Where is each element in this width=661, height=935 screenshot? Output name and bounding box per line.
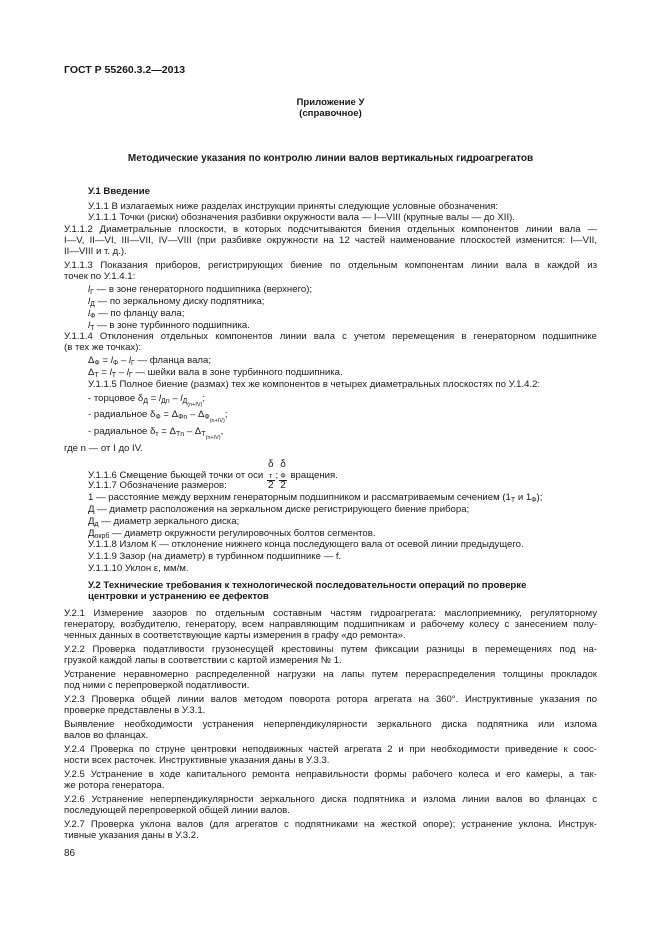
dimension-d: Д — диаметр расположения на зеркальном диске регистрирующего биение прибора;	[88, 504, 470, 515]
para-u23-a: У.2.3 Проверка общей линии валов методом поворота ротора агрегата на 360°. Инструктивные указания по	[64, 694, 597, 705]
section-1-heading: У.1 Введение	[88, 186, 150, 197]
legend-mirror-disk: $l_Д$ — по зеркальному диску подпятника;	[88, 296, 265, 308]
main-title: Методические указания по контролю линии валов вертикальных гидроагрегатов	[127, 153, 534, 164]
para-u23-note-a: Выявление необходимости устранения неперпендикулярности зеркального диска подпятника или излома	[64, 719, 597, 730]
para-u111: У.1.1 В излагаемых ниже разделах инструкции приняты следующие условные обозначения:	[88, 201, 499, 212]
para-u23-note-b: валов во фланцах.	[64, 730, 149, 741]
para-u1114-a: У.1.1.4 Отклонения отдельных компонентов линии вала с учетом перемещения в генераторном подшипнике	[64, 331, 597, 342]
para-u1113-b: точек по У.1.4.1:	[64, 271, 136, 282]
para-u22-note-b: под ними с перепроверкой податливости.	[64, 680, 250, 691]
para-u1113-a: У.1.1.3 Показания приборов, регистрирующих биение по отдельным компонентам линии вала в каждой из	[64, 260, 597, 271]
para-u1112-a: У.1.1.2 Диаметральные плоскости, в которых подсчитываются биения отдельных компонентов линии вала —	[64, 224, 597, 235]
para-u22-note-a: Устранение неравномерно распределенной нагрузки на лапы путем перераспределения толщины прокладок	[64, 669, 597, 680]
page-number: 86	[64, 848, 76, 859]
dimension-dokrb: $Д_{окрб}$ — диаметр окружности регулировочных болтов сегментов.	[88, 528, 376, 540]
para-u1117: У.1.1.7 Обозначение размеров:	[88, 480, 227, 491]
fraction-flange: δ Ф 2	[280, 459, 286, 491]
formula-delta-turbine: $\Delta_Т = l_Т - l_Г$ — шейки вала в зоне турбинного подшипника.	[88, 367, 343, 379]
para-u25-b: же ротора генератора.	[64, 780, 165, 791]
para-u27-a: У.2.7 Проверка уклона валов (для агрегатов с подпятниками на жесткой опоре); устранение уклона. Инструк-	[64, 819, 597, 830]
doc-code: ГОСТ Р 55260.3.2—2013	[64, 64, 186, 76]
para-u21-c: ченных данных в соответствующие карты измерения в графу «до ремонта».	[64, 630, 406, 641]
fraction-turbine: δ т 2	[267, 459, 274, 491]
formula-runout-axial: - торцовое $\delta_Д = l_{Дn} - l_{Д_{(n+IV)}}$;	[88, 393, 206, 408]
legend-generator: $l_Г$ — в зоне генераторного подшипника (верхнего);	[88, 284, 313, 296]
para-u22-b: грузкой каждой лапы в соответствии с картой измерения № 1.	[64, 655, 342, 666]
para-u1118: У.1.1.8 Излом К — отклонение нижнего конца последующего вала от осевой линии предыдущего.	[88, 539, 524, 550]
where-clause: где n — от I до IV.	[64, 443, 143, 454]
para-u26-a: У.2.6 Устранение неперпендикулярности зеркального диска подпятника и излома линии валов во фланцах с	[64, 794, 597, 805]
legend-turbine: $l_Т$ — в зоне турбинного подшипника.	[88, 320, 250, 332]
para-u25-a: У.2.5 Устранение в ходе капитального ремонта неправильности формы рабочего колеса и его камеры, а так-	[64, 769, 597, 780]
para-u24-a: У.2.4 Проверка по струне центровки неподвижных частей агрегата 2 и при необходимости приведение к соос-	[64, 744, 597, 755]
para-u1119: У.1.1.9 Зазор (на диаметр) в турбинном подшипнике — f.	[88, 551, 342, 562]
dimension-1: 1 — расстояние между верхним генераторным подшипником и рассматриваемым сечением ($1_Т$ и $1_Ф$);	[88, 492, 543, 504]
appendix-subtitle: (справочное)	[299, 108, 362, 119]
para-u1112-b: I—V, II—VI, III—VII, IV—VIII (при разбивке окружности на 12 частей наименование плоскостей изменится: I—VII,	[64, 235, 597, 246]
formula-delta-flange: $\Delta_Ф = l_Ф - l_Г$ — фланца вала;	[88, 355, 212, 367]
formula-runout-flange: - радиальное $\delta_Ф = \Delta_{Фn} - \Delta_{Ф_{(n+IV)}}$;	[88, 409, 228, 424]
section-2-heading-b: центровки и устранению ее дефектов	[88, 591, 269, 602]
para-u21-a: У.2.1 Измерение зазоров по отдельным составным частям гидроагрегата: маслоприемнику, регуляторному	[64, 608, 597, 619]
para-u1111: У.1.1.1 Точки (риски) обозначения разбивки окружности вала — I—VIII (крупные валы — до XII).	[88, 212, 515, 223]
para-u21-b: генератору, возбудителю, генератору, всем направляющим подшипникам и рабочему колесу с занесением полу-	[64, 619, 597, 630]
dimension-dd: $Д_д$ — диаметр зеркального диска;	[88, 516, 240, 528]
para-u1116: У.1.1.6 Смещение бьющей точки от оси δ т 2 ; δ Ф 2 вращения.	[88, 459, 338, 491]
para-u22-a: У.2.2 Проверка податливости грузонесущей крестовины путем фиксации разницы в перемещениях под на-	[64, 644, 597, 655]
legend-flange: $l_Ф$ — по фланцу вала;	[88, 308, 185, 320]
para-u1114-b: (в тех же точках):	[64, 342, 142, 353]
para-u11110: У.1.1.10 Уклон ε, мм/м.	[88, 563, 189, 574]
para-u23-b: проверке представлены в У.3.1.	[64, 705, 206, 716]
para-u26-b: последующей перепроверкой общей линии валов.	[64, 805, 290, 816]
para-u1115: У.1.1.5 Полное биение (размах) тех же компонентов в четырех диаметральных плоскостях по У.1.4.2:	[88, 379, 541, 390]
para-u1112-c: II—VIII и т. д.).	[64, 246, 127, 257]
para-u24-b: ности всех расточек. Инструктивные указания даны в У.3.3.	[64, 755, 330, 766]
formula-runout-turbine: - радиальное $\delta_т = \Delta_{Тn} - \Delta_{Т_{(n+IV)}}$,	[88, 426, 224, 441]
section-2-heading-a: У.2 Технические требования к технологической последовательности операций по проверке	[88, 580, 527, 591]
para-u27-b: тивные указания даны в У.3.2.	[64, 830, 199, 841]
appendix-title: Приложение У	[296, 97, 365, 108]
